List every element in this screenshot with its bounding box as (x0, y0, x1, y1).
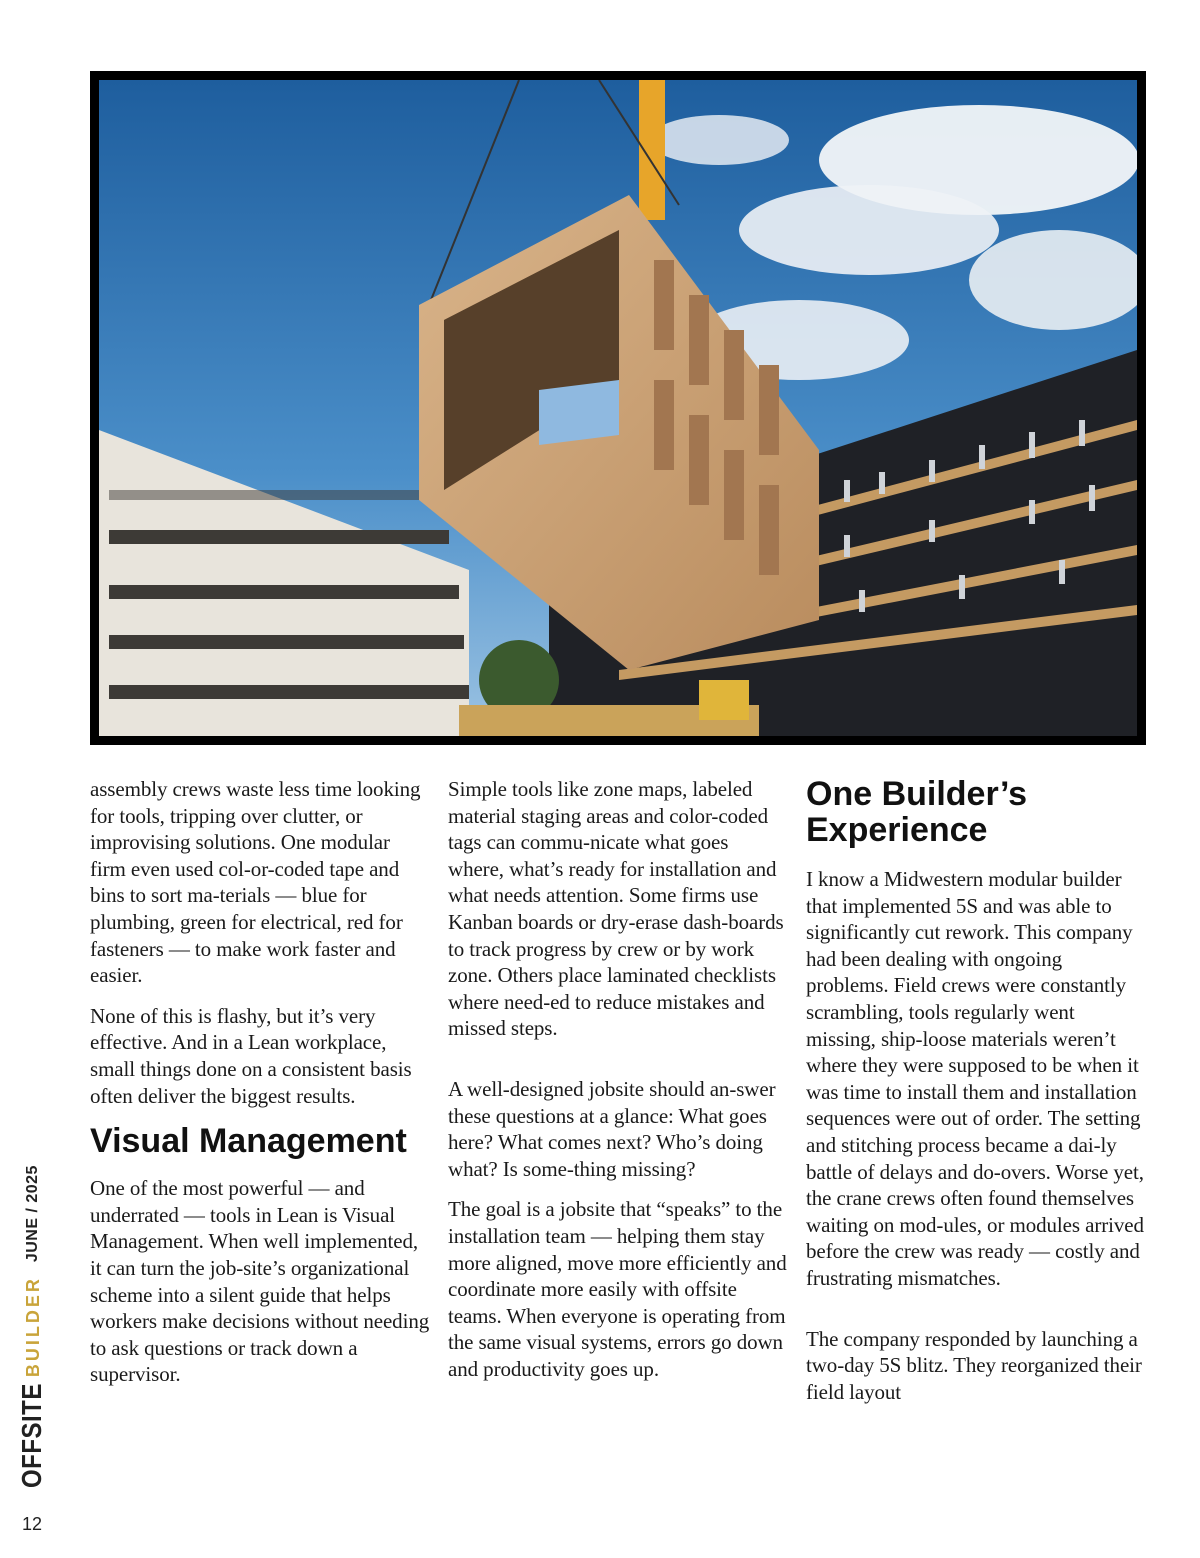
col1-paragraph-3: One of the most powerful — and underrated — tools in Lean is Visual Management. When well implemented, it can turn the job-site’s organizational scheme into a silent guide that helps workers make decisions without needing to ask questions or track down a supervisor. (90, 1176, 430, 1387)
col1-paragraph-1: assembly crews waste less time looking for tools, tripping over clutter, or improvising solutions. One modular firm even used col-or-coded tape and bins to sort ma-terials — blue for plumbing, green for electrical, red for fasteners — to make work faster and easier. (90, 777, 421, 988)
col2-paragraph-1: Simple tools like zone maps, labeled material staging areas and color-coded tags can commu-nicate what goes where, what’s ready for installation and what needs attention. Some firms use Kanban boards or dry-erase dash-boards to track progress by crew or by work zone. Others place laminated checklists where need-ed to reduce mistakes and missed steps. (448, 777, 784, 1041)
modular-unit-crane-illustration (99, 80, 1137, 736)
col3-paragraph-1: I know a Midwestern modular builder that implemented 5S and was able to significantly cut rework. This company had been dealing with ongoing problems. Field crews were constantly scrambling, tools regularly went missing, ship-loose materials weren’t where they were supposed to be when it was time to install them and installation sequences were out of order. The setting and stitching process became a dai-ly battle of delays and do-overs. Worse yet, the crane crews often found themselves waiting on mod-ules, or modules arrived before the crew was ready — costly and frustrating mismatches. (806, 867, 1144, 1290)
hero-photo (90, 71, 1146, 745)
brand-name-accent: BUILDER (22, 1276, 43, 1378)
col3-paragraph-2: The company responded by launching a two-day 5S blitz. They reorganized their field layout (806, 1326, 1142, 1404)
brand-name: OFFSITE (16, 1383, 48, 1488)
section-heading-visual-management: Visual Management (90, 1122, 407, 1161)
issue-date: JUNE / 2025 (24, 1165, 41, 1263)
section-heading-one-builders-experience: One Builder’s Experience (806, 775, 1028, 849)
column-2 (448, 776, 788, 1396)
page-number: 12 (22, 1514, 43, 1534)
col1-paragraph-2: None of this is flashy, but it’s very effective. And in a Lean workplace, small things done on a consistent basis often deliver the biggest results. (90, 1003, 412, 1108)
column-3 (806, 776, 1148, 1419)
col2-paragraph-2: A well-designed jobsite should an-swer these questions at a glance: What goes here? What comes next? Who’s doing what? Is some-thing missing? (448, 1076, 776, 1181)
column-1 (90, 776, 430, 1402)
side-banner (13, 1165, 53, 1488)
col2-paragraph-3: The goal is a jobsite that “speaks” to the installation team — helping them stay more aligned, move more efficiently and coordinate more easily with offsite teams. When everyone is operating from the same visual systems, errors go down and productivity goes up. (448, 1197, 787, 1381)
